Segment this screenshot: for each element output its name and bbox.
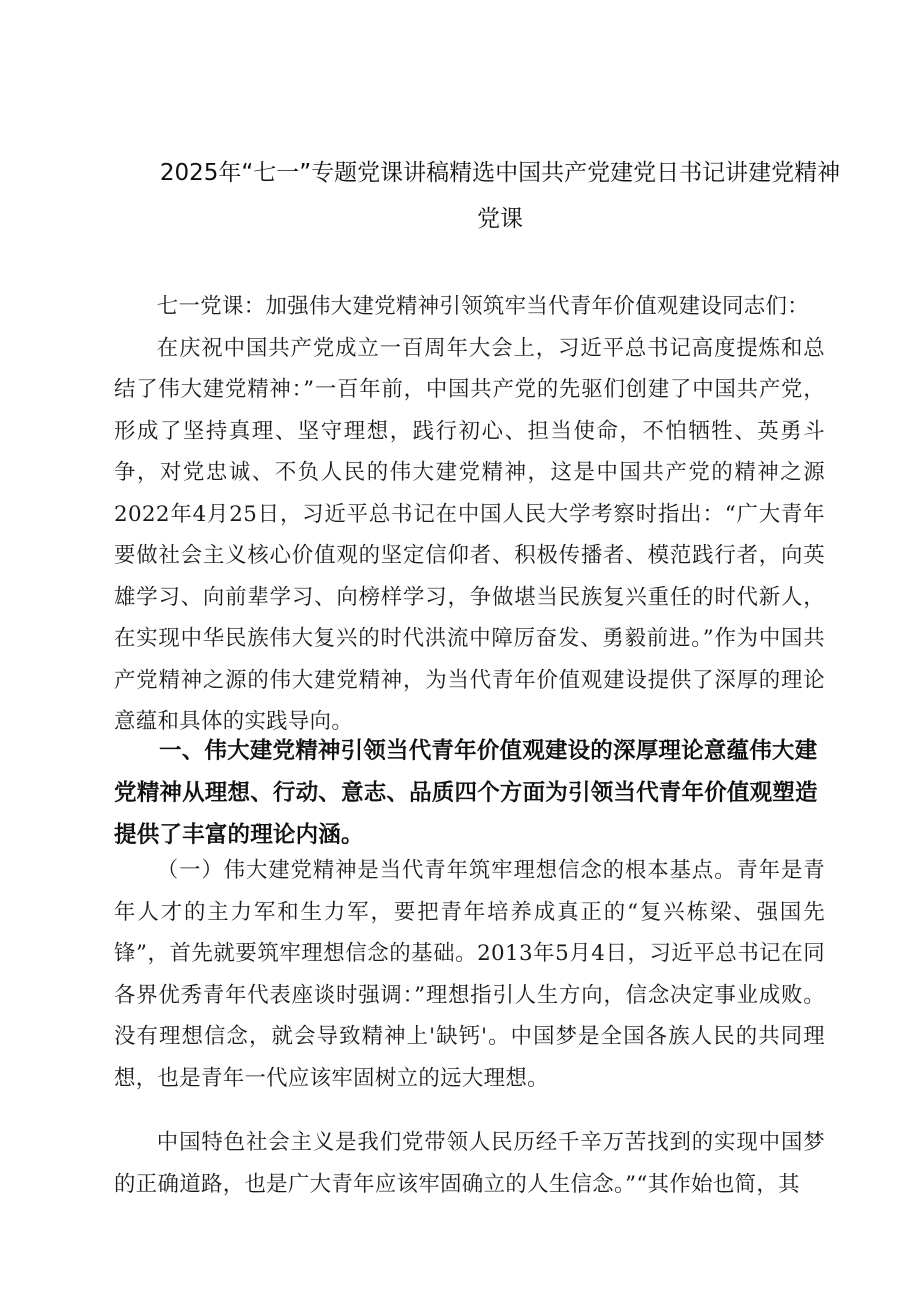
document-title: 2025年“七一”专题党课讲稿精选中国共产党建党日书记讲建党精神党课	[159, 160, 841, 232]
intro-paragraph-1: 在庆祝中国共产党成立一百周年大会上，习近平总书记高度提炼和总结了伟大建党精神：”一百年前，中国共产党的先驱们创建了中国共产党，形成了坚持真理、坚守理想，践行初心、担当使命，不怕牺牲、英勇斗争，对党忠诚、不负人民的伟大建党精神，这是中国共产党的精神之源2022年4月25日，习近平总书记在中国人民大学考察时指出：“广大青年要做社会主义核心价值观的坚定信仰者、积极传播者、模范践行者，向英雄学习、向前辈学习、向榜样学习，争做堪当民族复兴重任的时代新人，在实现中华民族伟大复兴的时代洪流中障厉奋发、勇毅前进。”作为中国共产党精神之源的伟大建党精神，为当代青年价值观建设提供了深厚的理论意蕴和具体的实践导向。	[114, 335, 825, 734]
section-heading: 一、伟大建党精神引领当代青年价值观建设的深厚理论意蕴伟大建党精神从理想、行动、意志、品质四个方面为引领当代青年价值观塑造提供了丰富的理论内涵。	[114, 738, 818, 848]
intro-paragraph-0: 七一党课：加强伟大建党精神引领筑牢当代青年价值观建设同志们：	[156, 294, 810, 319]
section-paragraph-0-block	[114, 850, 825, 1099]
intro-block	[114, 286, 825, 743]
section-paragraph-1-block	[114, 1122, 825, 1205]
section-paragraph-1: 中国特色社会主义是我们党带领人民历经千辛万苦找到的实现中国梦的正确道路，也是广大青年应该牢固确立的人生信念。”“其作始也简，其	[114, 1130, 825, 1197]
section-paragraph-0: （一）伟大建党精神是当代青年筑牢理想信念的根本基点。青年是青年人才的主力军和生力军，要把青年培养成真正的“复兴栋梁、强国先锋”，首先就要筑牢理想信念的基础。2013年5月4日，习近平总书记在同各界优秀青年代表座谈时强调：”理想指引人生方向，信念决定事业成败。没有理想信念，就会导致精神上'缺钙'。中国梦是全国各族人民的共同理想，也是青年一代应该牢固树立的远大理想。	[114, 858, 825, 1091]
